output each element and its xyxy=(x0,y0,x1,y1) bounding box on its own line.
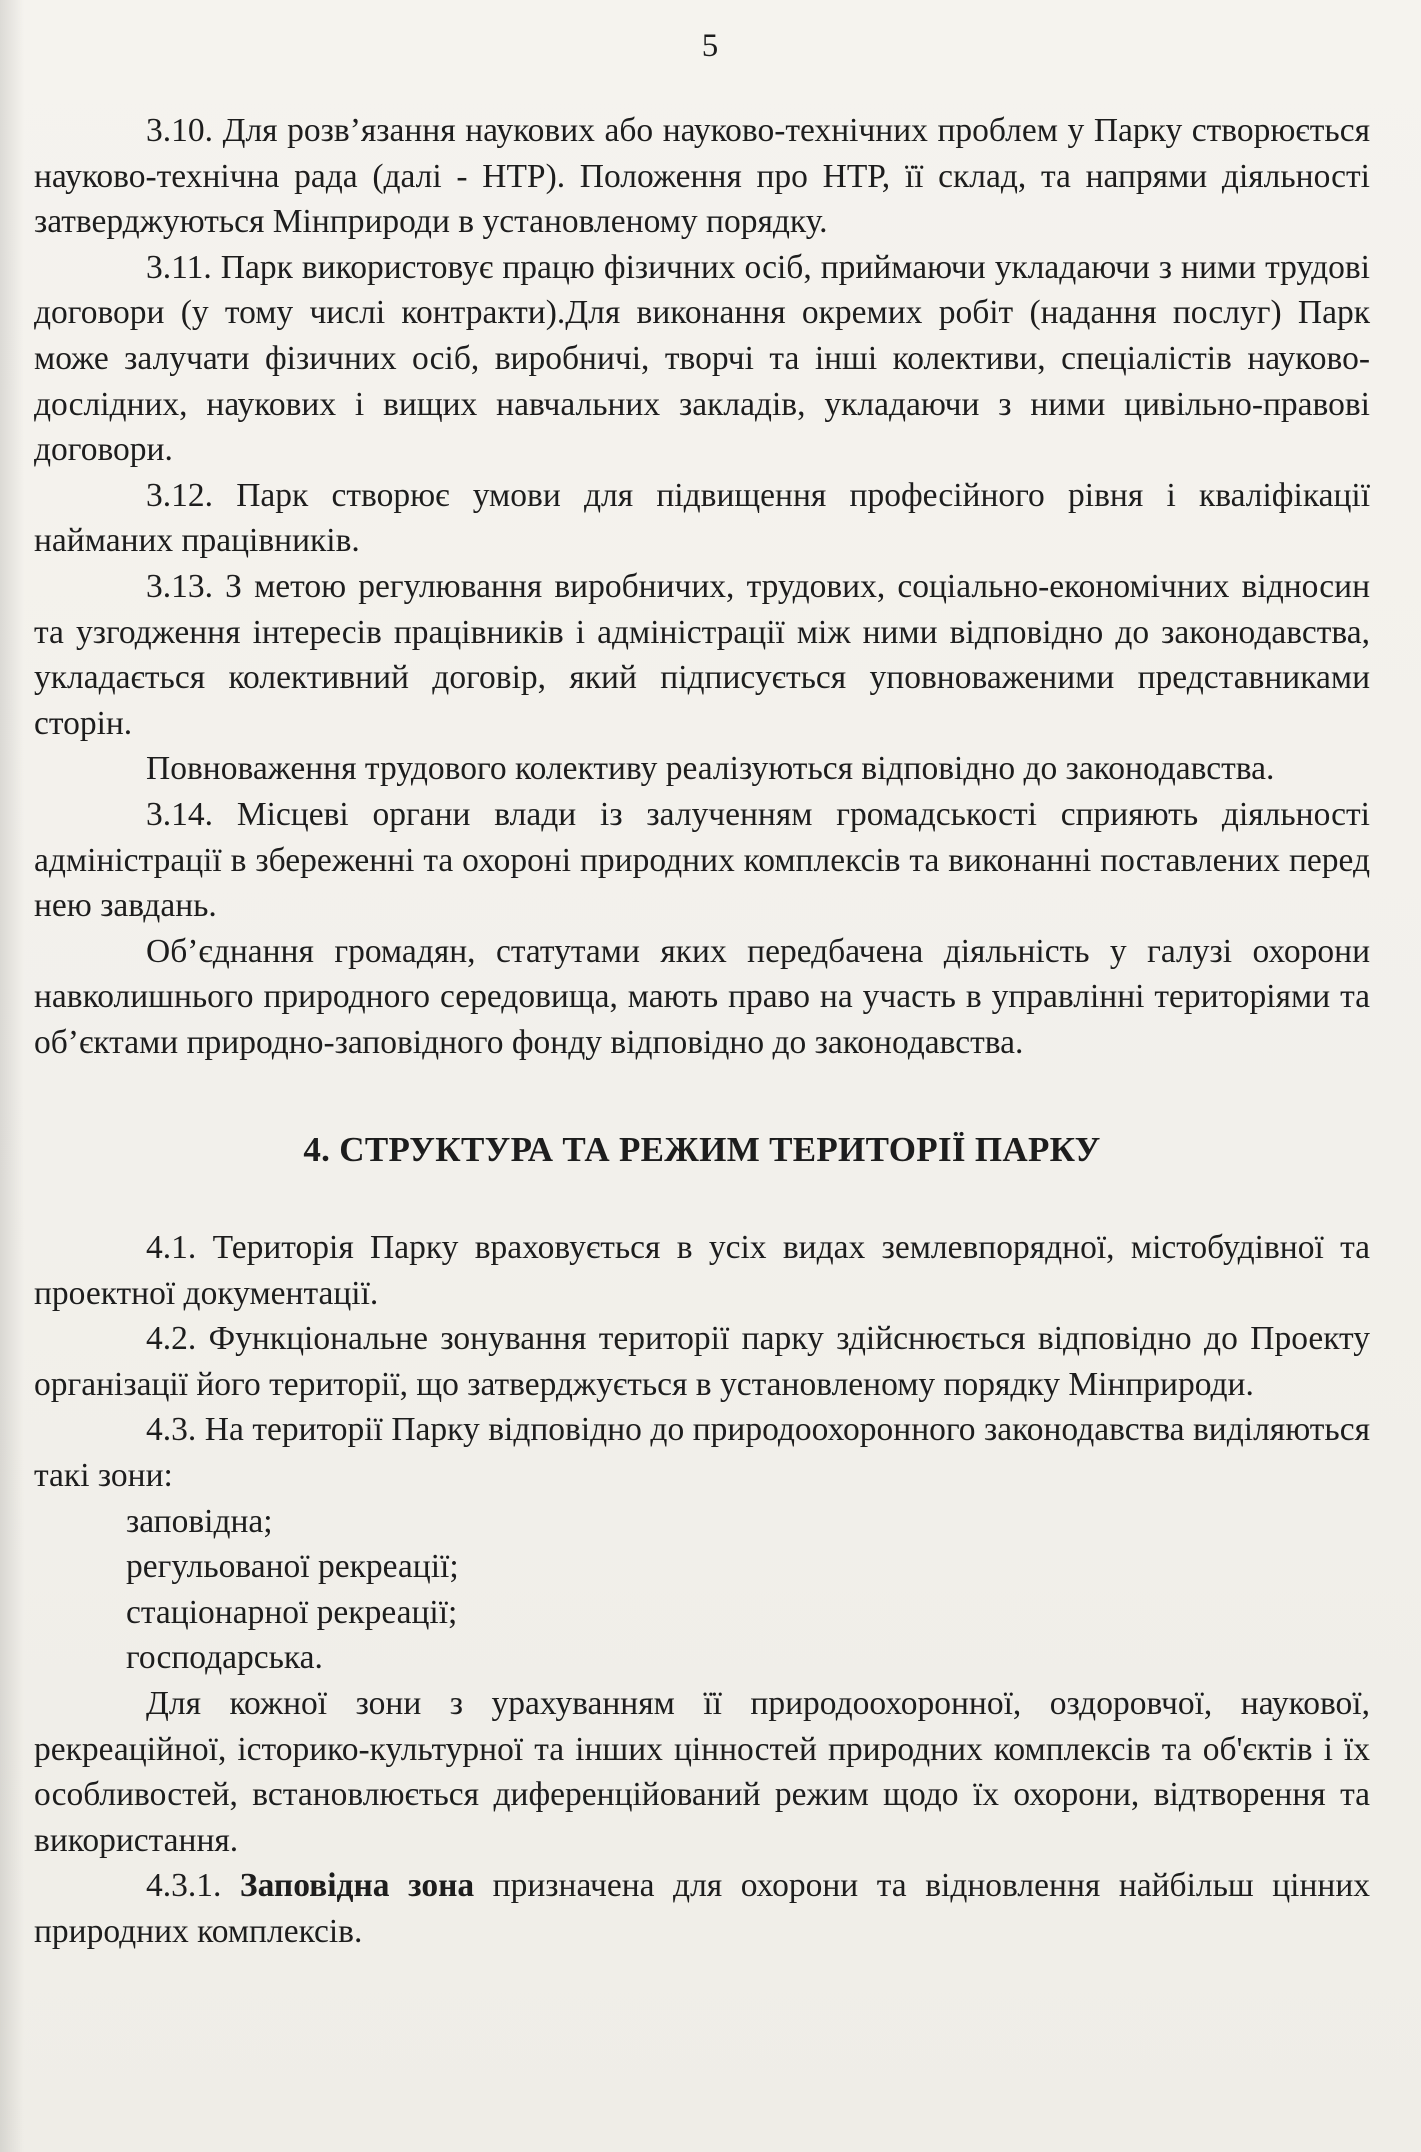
paragraph-suffix: призначена для охорони та відновлення найбільш цінних природних комплексів. xyxy=(34,1867,1370,1950)
zone-list-item: регульованої рекреації; xyxy=(126,1548,459,1586)
paragraph: 4.2. Функціональне зонування території парку здійснюється відповідно до Проекту організації його території, що затверджується в установленому порядку Мінприроди. xyxy=(34,1320,1370,1403)
page-number: 5 xyxy=(701,28,719,64)
zone-list-item: господарська. xyxy=(126,1639,323,1677)
document-body xyxy=(34,108,1370,1955)
paragraph: Повноваження трудового колективу реалізуються відповідно до законодавства. xyxy=(146,750,1275,788)
paragraph: 3.10. Для розв’язання наукових або науково-технічних проблем у Парку створюється науково-технічна рада (далі - НТР). Положення про НТР, її склад, та напрями діяльності затверджуються Мінприроди в установленому порядку. xyxy=(34,112,1370,241)
paragraph: 3.11. Парк використовує працю фізичних осіб, приймаючи укладаючи з ними трудові договори (у тому числі контракти).Для виконання окремих робіт (надання послуг) Парк може залучати фізичних осіб, виробничі, творчі та інші колективи, спеціалістів науково-дослідних, наукових і вищих навчальних закладів, укладаючи з ними цивільно-правові договори. xyxy=(34,248,1370,469)
paragraph: Об’єднання громадян, статутами яких передбачена діяльність у галузі охорони навколишнього природного середовища, мають право на участь в управлінні територіями та об’єктами природно-заповідного фонду відповідно до законодавства. xyxy=(34,932,1370,1061)
paragraph: Для кожної зони з урахуванням її природоохоронної, оздоровчої, наукової, рекреаційної, історико-культурної та інших цінностей природних комплексів та об'єктів і їх особливостей, встановлюється диференційований режим щодо їх охорони, відтворення та використання. xyxy=(34,1685,1370,1859)
paragraph: 3.13. З метою регулювання виробничих, трудових, соціально-економічних відносин та узгодження інтересів працівників і адміністрації між ними відповідно до законодавства, укладається колективний договір, який підписується уповноваженими представниками сторін. xyxy=(34,567,1370,742)
paragraph: 3.12. Парк створює умови для підвищення професійного рівня і кваліфікації найманих працівників. xyxy=(34,476,1370,560)
paragraph-prefix: 4.3.1. xyxy=(146,1867,240,1905)
zone-list-item: заповідна; xyxy=(126,1502,273,1540)
paragraph: 4.3. На території Парку відповідно до природоохоронного законодавства виділяються такі зони: xyxy=(34,1411,1370,1495)
paragraph: 3.14. Місцеві органи влади із залученням громадськості сприяють діяльності адміністрації в збереженні та охороні природних комплексів та виконанні поставлених перед нею завдань. xyxy=(34,795,1370,925)
section-heading: 4. СТРУКТУРА ТА РЕЖИМ ТЕРИТОРІЇ ПАРКУ xyxy=(303,1130,1101,1170)
scan-edge-shadow xyxy=(0,0,24,2152)
zone-term: Заповідна зона xyxy=(239,1867,475,1905)
zone-list-item: стаціонарної рекреації; xyxy=(126,1593,458,1631)
paragraph: 4.1. Територія Парку враховується в усіх видах землевпорядної, містобудівної та проектної документації. xyxy=(34,1229,1370,1312)
paragraph xyxy=(34,1863,1370,1954)
